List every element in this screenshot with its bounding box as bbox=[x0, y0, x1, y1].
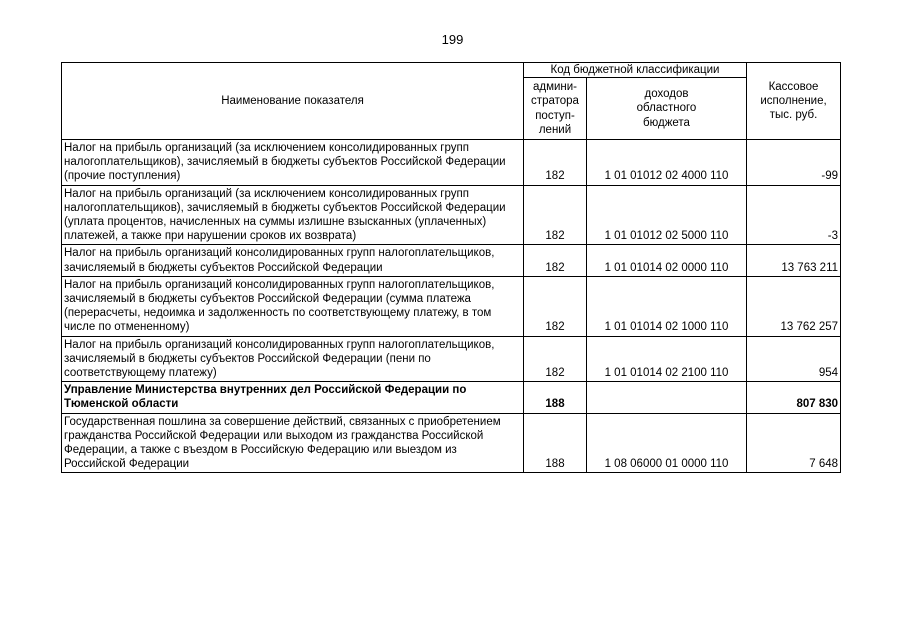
table-row bbox=[62, 276, 841, 336]
table-row bbox=[62, 140, 841, 186]
row-code-cell: 1 01 01014 02 0000 110 bbox=[587, 245, 747, 276]
row-code-cell: 1 01 01012 02 5000 110 bbox=[587, 185, 747, 245]
row-name-cell: Налог на прибыль организаций консолидированных групп налогоплательщиков, зачисляемый в бюджеты субъектов Российской Федерации (сумма платежа (перерасчеты, недоимка и задолженность по соответствующему платежу, в том числе по отмененному) bbox=[62, 276, 524, 336]
row-admin-cell: 182 bbox=[524, 276, 587, 336]
row-name-cell: Государственная пошлина за совершение действий, связанных с приобретением гражданства Российской Федерации или выходом из гражданства Российской Федерации, а также с въездом в Российскую Федерацию или выездом из Российской Федерации bbox=[62, 413, 524, 473]
row-name-cell: Налог на прибыль организаций (за исключением консолидированных групп налогоплательщиков), зачисляемый в бюджеты субъектов Российской Федерации (уплата процентов, начисленных на суммы излишне взысканных (уплаченных) платежей, а также при нарушении сроков их возврата) bbox=[62, 185, 524, 245]
header-name: Наименование показателя bbox=[62, 63, 524, 140]
row-value-cell: 954 bbox=[747, 336, 841, 382]
table-row bbox=[62, 382, 841, 413]
row-value-cell: -99 bbox=[747, 140, 841, 186]
table-row bbox=[62, 185, 841, 245]
header-code-group: Код бюджетной классификации bbox=[524, 63, 747, 78]
row-code-cell: 1 01 01012 02 4000 110 bbox=[587, 140, 747, 186]
table-row bbox=[62, 245, 841, 276]
row-admin-cell: 182 bbox=[524, 336, 587, 382]
row-code-cell: 1 08 06000 01 0000 110 bbox=[587, 413, 747, 473]
row-code-cell: 1 01 01014 02 1000 110 bbox=[587, 276, 747, 336]
header-execution: Кассовое исполнение, тыс. руб. bbox=[747, 63, 841, 140]
row-value-cell: 13 762 257 bbox=[747, 276, 841, 336]
row-value-cell: 807 830 bbox=[747, 382, 841, 413]
budget-table bbox=[61, 62, 841, 473]
row-value-cell: -3 bbox=[747, 185, 841, 245]
row-value-cell: 13 763 211 bbox=[747, 245, 841, 276]
page-number: 199 bbox=[441, 32, 464, 47]
row-admin-cell: 188 bbox=[524, 382, 587, 413]
row-admin-cell: 188 bbox=[524, 413, 587, 473]
table-row bbox=[62, 413, 841, 473]
header-admin: админи-стратора поступ-лений bbox=[524, 78, 587, 140]
row-name-cell: Налог на прибыль организаций консолидированных групп налогоплательщиков, зачисляемый в бюджеты субъектов Российской Федерации bbox=[62, 245, 524, 276]
row-admin-cell: 182 bbox=[524, 245, 587, 276]
table-row bbox=[62, 336, 841, 382]
row-name-cell: Налог на прибыль организаций (за исключением консолидированных групп налогоплательщиков), зачисляемый в бюджеты субъектов Российской Федерации (прочие поступления) bbox=[62, 140, 524, 186]
row-name-cell: Управление Министерства внутренних дел Российской Федерации по Тюменской области bbox=[62, 382, 524, 413]
row-value-cell: 7 648 bbox=[747, 413, 841, 473]
header-income: доходов областного бюджета bbox=[587, 78, 747, 140]
row-name-cell: Налог на прибыль организаций консолидированных групп налогоплательщиков, зачисляемый в бюджеты субъектов Российской Федерации (пени по соответствующему платежу) bbox=[62, 336, 524, 382]
row-code-cell: 1 01 01014 02 2100 110 bbox=[587, 336, 747, 382]
row-code-cell bbox=[587, 382, 747, 413]
row-admin-cell: 182 bbox=[524, 185, 587, 245]
row-admin-cell: 182 bbox=[524, 140, 587, 186]
